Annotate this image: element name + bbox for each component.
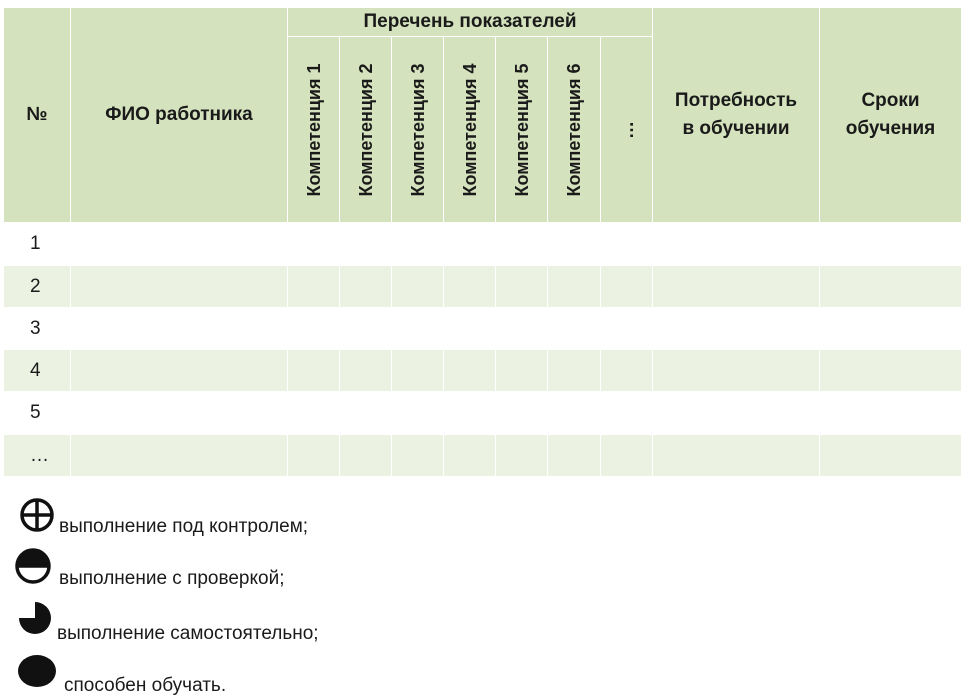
header-num: № [4, 8, 71, 223]
cell-name[interactable] [71, 223, 288, 266]
cell[interactable] [288, 392, 340, 435]
cell[interactable] [653, 223, 820, 266]
circle-half-icon [13, 547, 53, 585]
cell[interactable] [496, 350, 548, 392]
cell-name[interactable] [71, 435, 288, 477]
cell[interactable] [496, 223, 548, 266]
cell[interactable] [392, 435, 444, 477]
cell[interactable] [444, 308, 496, 350]
header-competency-5: Компетенция 5 [496, 37, 548, 223]
header-competency-4: Компетенция 4 [444, 37, 496, 223]
row-number: 1 [4, 223, 71, 266]
cell[interactable] [444, 266, 496, 308]
cell[interactable] [820, 308, 962, 350]
header-competency-1: Компетенция 1 [288, 37, 340, 223]
row-number: … [4, 435, 71, 477]
cell[interactable] [392, 266, 444, 308]
cell[interactable] [340, 308, 392, 350]
cell[interactable] [548, 308, 601, 350]
cell[interactable] [820, 350, 962, 392]
header-competency-more: … [601, 37, 653, 223]
cell[interactable] [444, 223, 496, 266]
legend-label-checked: выполнение с проверкой; [59, 568, 285, 589]
cell[interactable] [653, 392, 820, 435]
cell[interactable] [288, 266, 340, 308]
header-employee-name: ФИО работника [71, 8, 288, 223]
cell[interactable] [548, 266, 601, 308]
cell[interactable] [820, 435, 962, 477]
cell[interactable] [548, 350, 601, 392]
circle-full-icon [17, 653, 57, 689]
cell[interactable] [392, 350, 444, 392]
cell[interactable] [601, 392, 653, 435]
cell[interactable] [496, 392, 548, 435]
cell[interactable] [340, 392, 392, 435]
legend-label-independent: выполнение самостоятельно; [57, 623, 319, 644]
header-competency-2: Компетенция 2 [340, 37, 392, 223]
cell[interactable] [601, 266, 653, 308]
cell[interactable] [653, 308, 820, 350]
cell[interactable] [444, 392, 496, 435]
header-competency-3: Компетенция 3 [392, 37, 444, 223]
row-number: 3 [4, 308, 71, 350]
cell[interactable] [496, 435, 548, 477]
cell[interactable] [288, 308, 340, 350]
legend-label-supervised: выполнение под контролем; [59, 516, 309, 537]
row-number: 4 [4, 350, 71, 392]
table-row [4, 350, 962, 392]
cell[interactable] [288, 350, 340, 392]
cell[interactable] [496, 266, 548, 308]
header-competency-6: Компетенция 6 [548, 37, 601, 223]
cell-name[interactable] [71, 308, 288, 350]
competency-matrix-table [3, 7, 962, 477]
circle-cross-icon [19, 497, 55, 533]
cell-name[interactable] [71, 266, 288, 308]
table-row [4, 223, 962, 266]
cell[interactable] [444, 350, 496, 392]
circle-three-quarter-icon [16, 600, 54, 636]
cell-name[interactable] [71, 392, 288, 435]
cell[interactable] [601, 350, 653, 392]
table-row [4, 266, 962, 308]
row-number: 5 [4, 392, 71, 435]
cell[interactable] [653, 266, 820, 308]
table-row [4, 308, 962, 350]
cell[interactable] [288, 223, 340, 266]
table-row [4, 435, 962, 477]
cell[interactable] [820, 392, 962, 435]
cell[interactable] [340, 266, 392, 308]
cell[interactable] [601, 223, 653, 266]
cell[interactable] [496, 308, 548, 350]
cell[interactable] [601, 435, 653, 477]
cell[interactable] [392, 392, 444, 435]
cell[interactable] [340, 435, 392, 477]
cell[interactable] [820, 266, 962, 308]
cell[interactable] [653, 350, 820, 392]
cell[interactable] [392, 308, 444, 350]
cell[interactable] [444, 435, 496, 477]
header-indicators-group: Перечень показателей [288, 8, 653, 37]
row-number: 2 [4, 266, 71, 308]
cell[interactable] [340, 350, 392, 392]
cell[interactable] [820, 223, 962, 266]
cell[interactable] [601, 308, 653, 350]
cell[interactable] [653, 435, 820, 477]
header-training-need: Потребность в обучении [653, 8, 820, 223]
table-row [4, 392, 962, 435]
cell-name[interactable] [71, 350, 288, 392]
cell[interactable] [340, 223, 392, 266]
header-training-terms: Сроки обучения [820, 8, 962, 223]
cell[interactable] [548, 435, 601, 477]
cell[interactable] [548, 223, 601, 266]
cell[interactable] [548, 392, 601, 435]
cell[interactable] [392, 223, 444, 266]
cell[interactable] [288, 435, 340, 477]
legend-label-can-teach: способен обучать. [64, 675, 227, 696]
